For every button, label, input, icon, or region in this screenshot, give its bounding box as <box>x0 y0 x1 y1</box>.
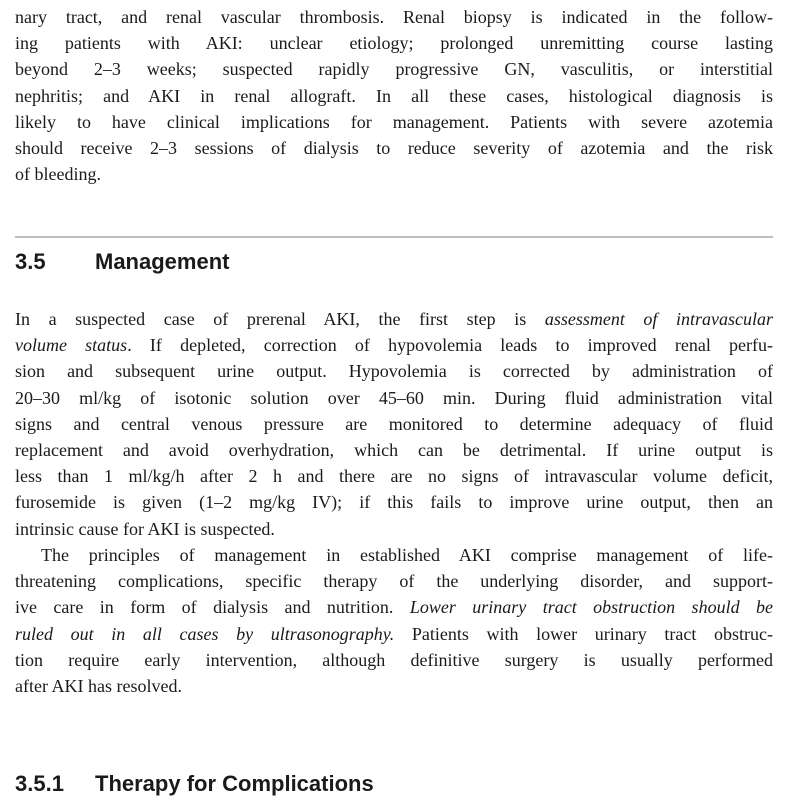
paragraph-line: ruled out in all cases by ultrasonography. Patients with lower urinary tract obstruc- <box>15 623 773 644</box>
paragraph-line: after AKI has resolved. <box>15 675 182 696</box>
paragraph-line: volume status. If depleted, correction of hypovolemia leads to improved renal perfu- <box>15 335 773 356</box>
subsection-heading-therapy <box>15 771 374 797</box>
paragraph-line: replacement and avoid overhydration, which can be detrimental. If urine output is <box>15 439 773 460</box>
paragraph-line: The principles of management in established AKI comprise management of life- <box>41 545 773 565</box>
document-page <box>15 0 773 800</box>
paragraph-line: ing patients with AKI: unclear etiology; prolonged unremitting course lasting <box>15 33 773 54</box>
section-number: 3.5.1 <box>15 771 64 796</box>
paragraph-line: intrinsic cause for AKI is suspected. <box>15 518 275 539</box>
paragraph-line: 20–30 ml/kg of isotonic solution over 45–60 min. During fluid administration vital <box>15 387 773 408</box>
section-number: 3.5 <box>15 249 46 274</box>
paragraph-line: tion require early intervention, although definitive surgery is usually performed <box>15 649 773 670</box>
paragraph-line: beyond 2–3 weeks; suspected rapidly progressive GN, vasculitis, or interstitial <box>15 59 773 80</box>
established-aki-paragraph <box>15 542 773 699</box>
section-title: Therapy for Complications <box>95 771 374 796</box>
paragraph-line: nephritis; and AKI in renal allograft. In all these cases, histological diagnosis is <box>15 85 773 106</box>
emphasis-text: Lower urinary tract obstruction should be <box>409 597 773 618</box>
emphasis-text: ruled out in all cases by ultrasonography. <box>15 623 395 644</box>
paragraph-line: less than 1 ml/kg/h after 2 h and there are no signs of intravascular volume deficit, <box>15 466 773 487</box>
paragraph-line: of bleeding. <box>15 164 101 185</box>
emphasis-text: volume status <box>15 335 128 356</box>
paragraph-line: should receive 2–3 sessions of dialysis to reduce severity of azotemia and the risk <box>15 137 773 158</box>
emphasis-text: assessment of intravascular <box>544 309 773 329</box>
section-heading-management <box>15 249 229 275</box>
paragraph-line: sion and subsequent urine output. Hypovolemia is corrected by administration of <box>15 361 773 382</box>
paragraph-line: likely to have clinical implications for management. Patients with severe azotemia <box>15 111 773 132</box>
paragraph-line: furosemide is given (1–2 mg/kg IV); if this fails to improve urine output, then an <box>15 492 773 513</box>
paragraph-line: threatening complications, specific therapy of the underlying disorder, and support- <box>15 571 773 592</box>
paragraph-line: nary tract, and renal vascular thrombosis. Renal biopsy is indicated in the follow- <box>15 7 773 27</box>
section-title: Management <box>95 249 230 274</box>
biopsy-paragraph <box>15 4 773 187</box>
paragraph-line: signs and central venous pressure are monitored to determine adequacy of fluid <box>15 413 773 434</box>
paragraph-line: ive care in form of dialysis and nutrition. Lower urinary tract obstruction should be <box>15 597 773 618</box>
paragraph-line: In a suspected case of prerenal AKI, the first step is assessment of intravascular <box>15 309 773 329</box>
prerenal-management-paragraph <box>15 306 773 542</box>
section-divider <box>15 236 773 238</box>
